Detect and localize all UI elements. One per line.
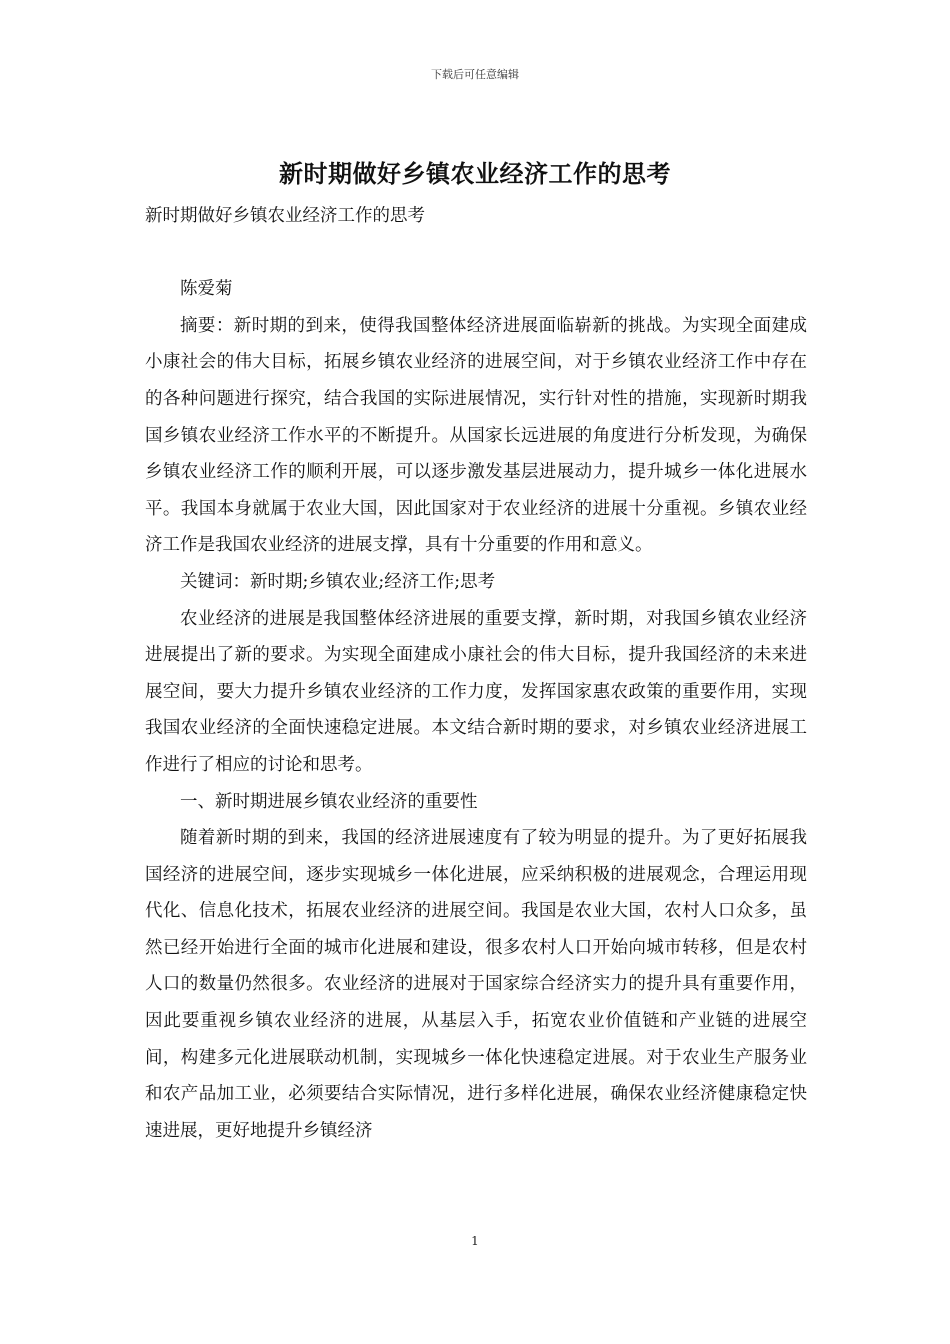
keywords-line: 关键词：新时期;乡镇农业;经济工作;思考 bbox=[180, 571, 496, 592]
abstract-paragraph: 摘要：新时期的到来，使得我国整体经济进展面临崭新的挑战。为实现全面建成小康社会的伟大目标，拓展乡镇农业经济的进展空间，对于乡镇农业经济工作中存在的各种问题进行探究，结合我国的实际进展情况，实行针对性的措施，实现新时期我国乡镇农业经济工作水平的不断提升。从国家长远进展的角度进行分析发现，为确保乡镇农业经济工作的顺利开展，可以逐步激发基层进展动力，提升城乡一体化进展水平。我国本身就属于农业大国，因此国家对于农业经济的进展十分重视。乡镇农业经济工作是我国农业经济的进展支撑，具有十分重要的作用和意义。 bbox=[145, 315, 807, 556]
section-heading: 一、新时期进展乡镇农业经济的重要性 bbox=[180, 791, 478, 812]
document-body bbox=[145, 198, 807, 1149]
document-title: 新时期做好乡镇农业经济工作的思考 bbox=[279, 159, 671, 188]
intro-paragraph: 农业经济的进展是我国整体经济进展的重要支撑，新时期，对我国乡镇农业经济进展提出了新的要求。为实现全面建成小康社会的伟大目标，提升我国经济的未来进展空间，要大力提升乡镇农业经济的工作力度，发挥国家惠农政策的重要作用，实现我国农业经济的全面快速稳定进展。本文结合新时期的要求，对乡镇农业经济进展工作进行了相应的讨论和思考。 bbox=[145, 608, 807, 775]
blank-line bbox=[145, 235, 807, 272]
author-name: 陈爱菊 bbox=[180, 279, 233, 300]
header-note: 下载后可任意编辑 bbox=[431, 68, 519, 81]
page-number: 1 bbox=[471, 1234, 479, 1248]
subtitle-line: 新时期做好乡镇农业经济工作的思考 bbox=[145, 206, 425, 226]
section-paragraph: 随着新时期的到来，我国的经济进展速度有了较为明显的提升。为了更好拓展我国经济的进展空间，逐步实现城乡一体化进展，应采纳积极的进展观念，合理运用现代化、信息化技术，拓展农业经济的进展空间。我国是农业大国，农村人口众多，虽然已经开始进行全面的城市化进展和建设，很多农村人口开始向城市转移，但是农村人口的数量仍然很多。农业经济的进展对于国家综合经济实力的提升具有重要作用，因此要重视乡镇农业经济的进展，从基层入手，拓宽农业价值链和产业链的进展空间，构建多元化进展联动机制，实现城乡一体化快速稳定进展。对于农业生产服务业和农产品加工业，必须要结合实际情况，进行多样化进展，确保农业经济健康稳定快速进展，更好地提升乡镇经济 bbox=[145, 828, 807, 1141]
